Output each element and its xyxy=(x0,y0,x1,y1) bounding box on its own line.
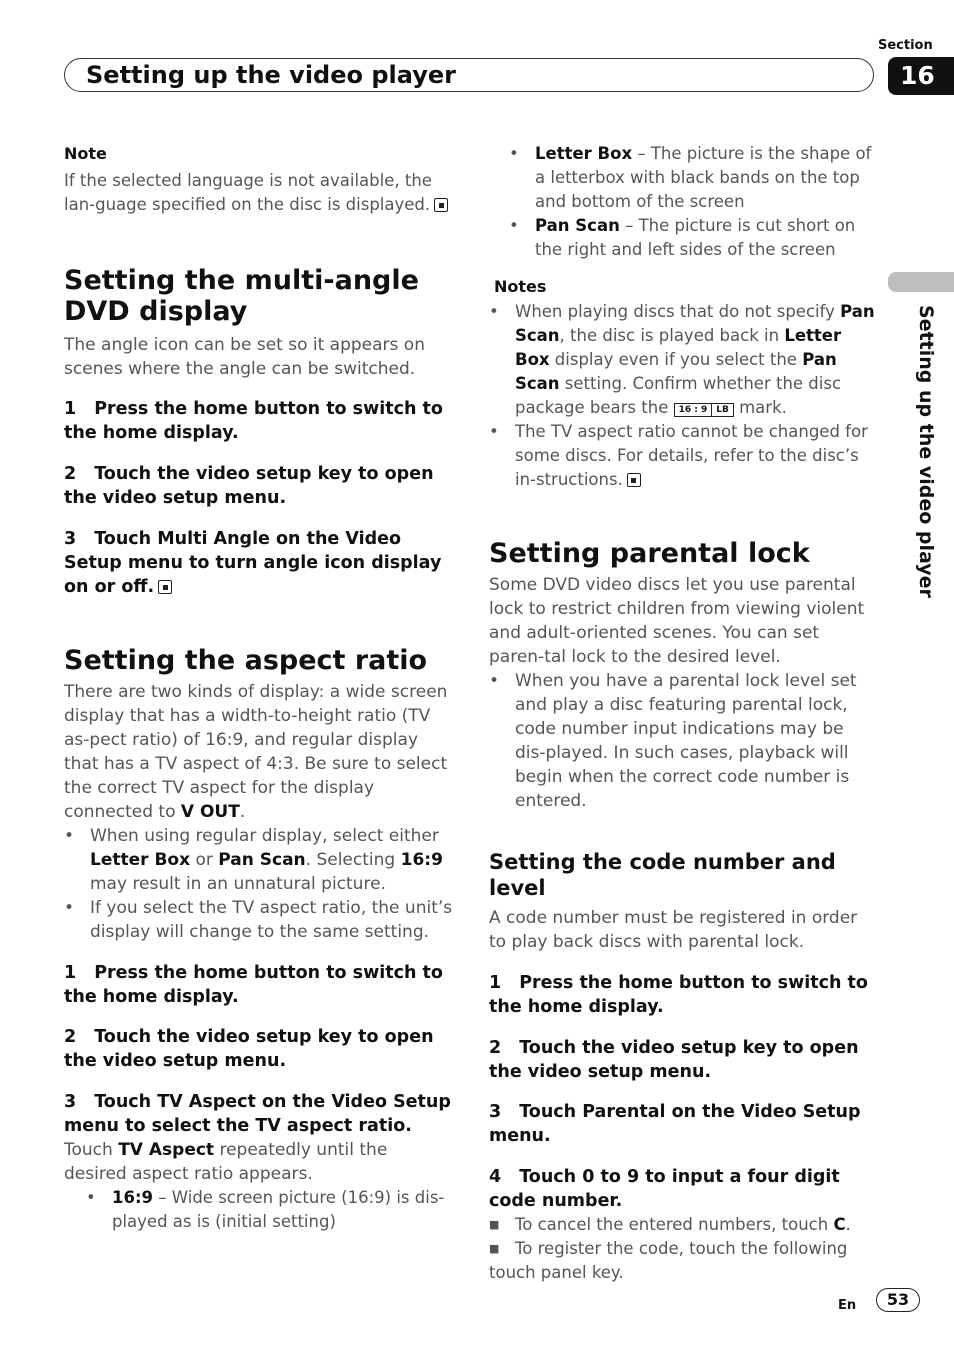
code-sub-2: ■ To register the code, touch the following touch panel key. xyxy=(489,1239,848,1282)
code-step-3: 3 Touch Parental on the Video Setup menu. xyxy=(489,1102,861,1146)
notes-heading: Notes xyxy=(494,277,547,296)
aspect-bullet-2: • If you select the TV aspect ratio, the unit’s display will change to the same setting. xyxy=(64,898,453,942)
code-intro: A code number must be registered in order to play back discs with parental lock. xyxy=(489,908,858,952)
aspect-intro: There are two kinds of display: a wide screen display that has a width-to-height ratio (TV as-pect ratio) of 16:9, and regular display that has a TV aspect of 4:3. Be sure to select the correct TV aspect for the display connected to V OUT. xyxy=(64,682,448,822)
code-heading: Setting the code number and level xyxy=(489,850,836,900)
aspect-step-1: 1 Press the home button to switch to the home display. xyxy=(64,963,443,1007)
multi-angle-step-3: 3 Touch Multi Angle on the Video Setup menu to turn angle icon display on or off. xyxy=(64,529,442,597)
multi-angle-intro: The angle icon can be set so it appears on scenes where the angle can be switched. xyxy=(64,335,425,379)
code-step-1: 1 Press the home button to switch to the home display. xyxy=(489,973,868,1017)
multi-angle-step-1: 1 Press the home button to switch to the home display. xyxy=(64,399,443,443)
side-tab-label: Setting up the video player xyxy=(915,305,937,598)
stop-icon xyxy=(434,198,448,212)
section-number: 16 xyxy=(888,57,954,95)
parental-intro: Some DVD video discs let you use parental lock to restrict children from viewing violent and adult-oriented scenes. You can set paren-tal lock to the desired level. xyxy=(489,575,865,667)
code-step-2: 2 Touch the video setup key to open the video setup menu. xyxy=(489,1038,859,1082)
stop-icon xyxy=(158,580,172,594)
aspect-touch-instruction: Touch TV Aspect repeatedly until the desired aspect ratio appears. xyxy=(64,1140,388,1184)
side-tab-marker xyxy=(888,272,954,292)
aspect-step-3: 3 Touch TV Aspect on the Video Setup menu to select the TV aspect ratio. xyxy=(64,1092,451,1136)
page-title: Setting up the video player xyxy=(86,61,456,89)
aspect-step-2: 2 Touch the video setup key to open the video setup menu. xyxy=(64,1027,434,1071)
note-text: If the selected language is not available, the lan-guage specified on the disc is displayed. xyxy=(64,169,454,217)
option-letterbox: • Letter Box – The picture is the shape of a letterbox with black bands on the top and bottom of the screen xyxy=(509,144,872,211)
stop-icon xyxy=(627,473,641,487)
aspect-bullet-1: • When using regular display, select either Letter Box or Pan Scan. Selecting 16:9 may result in an unnatural picture. xyxy=(64,826,443,894)
notes-item-1: • When playing discs that do not specify Pan Scan, the disc is played back in Letter Box display even if you select the Pan Scan setting. Confirm whether the disc package bears the 16 : 9 LB mark. xyxy=(489,302,875,417)
notes-item-2: • The TV aspect ratio cannot be changed for some discs. For details, refer to the disc’s in-structions. xyxy=(489,422,868,489)
section-label: Section xyxy=(878,38,933,53)
aspect-heading: Setting the aspect ratio xyxy=(64,645,428,676)
code-sub-1: ■ To cancel the entered numbers, touch C. xyxy=(489,1215,851,1234)
right-column xyxy=(489,142,877,1285)
multi-angle-heading: Setting the multi-angle DVD display xyxy=(64,265,419,327)
option-panscan: • Pan Scan – The picture is cut short on the right and left sides of the screen xyxy=(509,216,856,259)
note-heading: Note xyxy=(64,144,107,163)
parental-heading: Setting parental lock xyxy=(489,538,810,569)
multi-angle-step-2: 2 Touch the video setup key to open the video setup menu. xyxy=(64,464,434,508)
page-number: 53 xyxy=(876,1288,920,1312)
parental-bullet: • When you have a parental lock level set and play a disc featuring parental lock, code number input indications may be dis-played. In such cases, playback will begin when the correct code number is entered. xyxy=(489,671,857,811)
code-step-4: 4 Touch 0 to 9 to input a four digit code number. xyxy=(489,1167,840,1211)
aspect-mark-icon: 16 : 9 LB xyxy=(674,403,734,417)
aspect-option-169: • 16:9 – Wide screen picture (16:9) is dis-played as is (initial setting) xyxy=(86,1188,445,1231)
left-column xyxy=(64,143,454,1234)
language-code: En xyxy=(838,1298,857,1313)
